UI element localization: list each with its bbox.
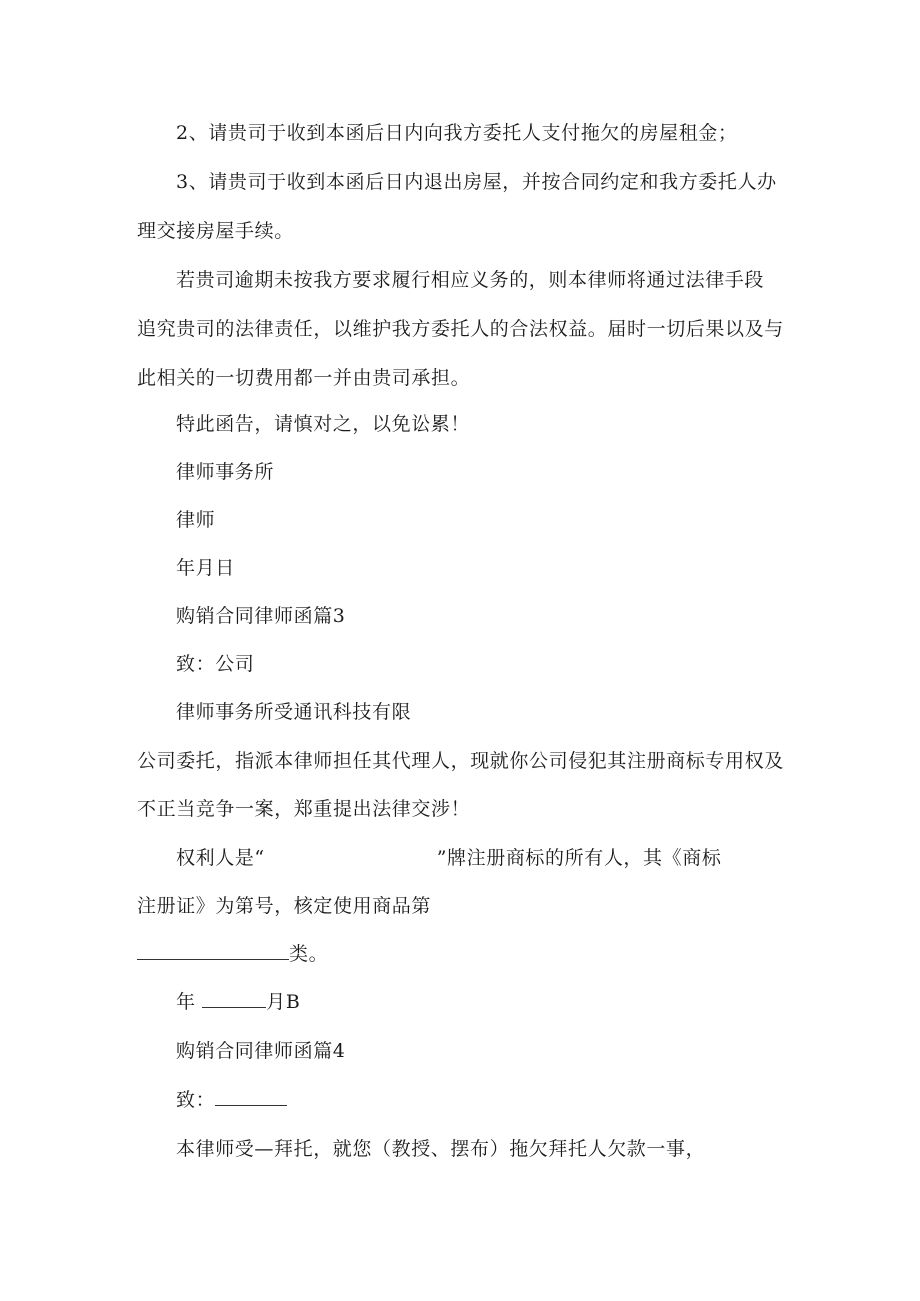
paragraph-item-2: 2、请贵司于收到本函后日内向我方委托人支付拖欠的房屋租金； bbox=[176, 122, 738, 144]
paragraph-rights-holder-cont: 注册证》为第号，核定使用商品第 bbox=[137, 895, 432, 917]
paragraph-consequence: 若贵司逾期未按我方要求履行相应义务的，则本律师将通过法律手段 bbox=[176, 269, 765, 291]
paragraph-intro-4: 本律师受—拜托，就您（教授、摆布）拖欠拜托人欠款一事， bbox=[176, 1138, 706, 1160]
date-month-label: 月B bbox=[266, 991, 301, 1013]
signature-date: 年月日 bbox=[176, 557, 235, 579]
paragraph-consequence-cont-1: 追究贵司的法律责任，以维护我方委托人的合法权益。届时一切后果以及与 bbox=[137, 318, 784, 340]
paragraph-consequence-cont-2: 此相关的一切费用都一并由贵司承担。 bbox=[137, 367, 471, 389]
class-number-blank bbox=[137, 941, 289, 960]
date-line bbox=[176, 989, 300, 1014]
date-year-label: 年 bbox=[176, 991, 196, 1013]
salutation-4 bbox=[176, 1087, 287, 1112]
paragraph-item-3: 3、请贵司于收到本函后日内退出房屋，并按合同约定和我方委托人办 bbox=[176, 171, 777, 193]
recipient-blank bbox=[215, 1087, 287, 1106]
paragraph-rights-holder bbox=[176, 846, 721, 870]
class-suffix: 类。 bbox=[289, 943, 329, 965]
section-heading-3: 购销合同律师函篇3 bbox=[176, 605, 346, 627]
rights-holder-text-b: ”牌注册商标的所有人，其《商标 bbox=[436, 847, 722, 869]
section-heading-4: 购销合同律师函篇4 bbox=[176, 1040, 346, 1062]
paragraph-intro-3-cont-1: 公司委托，指派本律师担任其代理人，现就你公司侵犯其注册商标专用权及 bbox=[137, 750, 784, 772]
signature-lawyer: 律师 bbox=[176, 509, 216, 531]
paragraph-item-3-cont: 理交接房屋手续。 bbox=[137, 220, 294, 242]
closing-notice: 特此函告，请慎对之，以免讼累！ bbox=[176, 413, 471, 435]
paragraph-intro-3: 律师事务所受通讯科技有限 bbox=[176, 701, 412, 723]
salutation-4-label: 致： bbox=[176, 1089, 216, 1111]
signature-firm: 律师事务所 bbox=[176, 461, 275, 483]
paragraph-intro-3-cont-2: 不正当竞争一案，郑重提出法律交涉！ bbox=[137, 798, 471, 820]
rights-holder-text-a: 权利人是“ bbox=[176, 847, 265, 869]
date-blank bbox=[202, 989, 266, 1008]
salutation-3: 致：公司 bbox=[176, 653, 255, 675]
paragraph-class-line bbox=[137, 941, 328, 966]
